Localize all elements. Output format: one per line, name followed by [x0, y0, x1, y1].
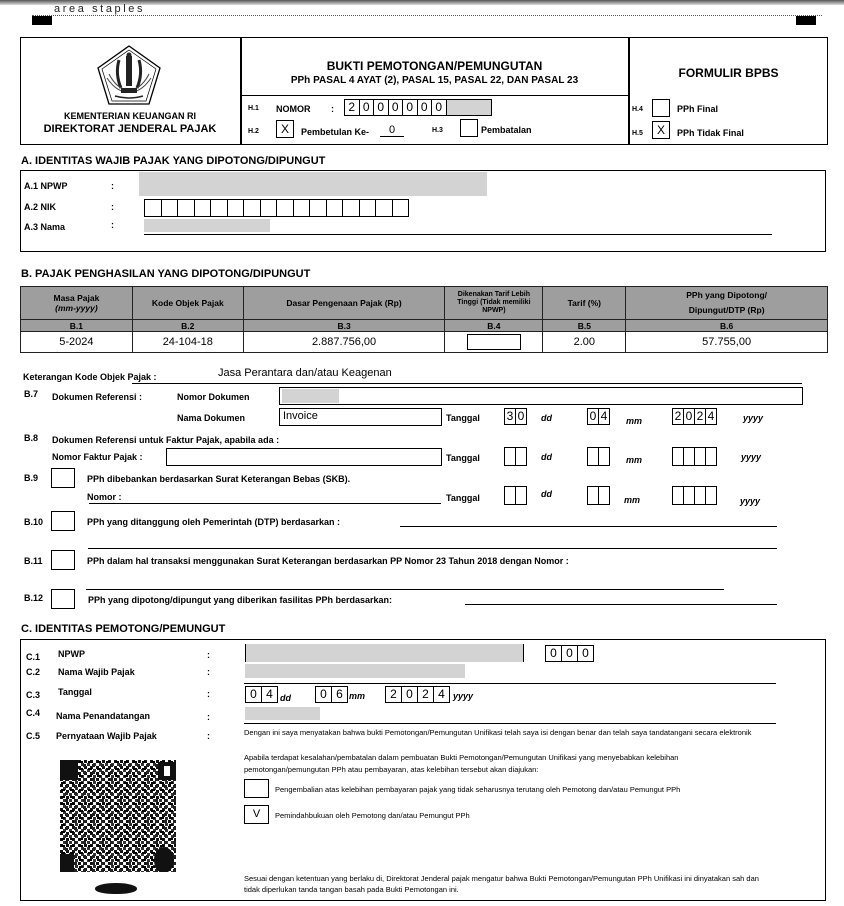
c3-yyyy-cells — [385, 686, 450, 703]
npwp-suffix-cell: 0 — [545, 645, 562, 662]
table-code-row — [21, 320, 828, 332]
pembetulan-value: 0 — [380, 124, 404, 137]
c3-mm-cells — [315, 686, 348, 703]
staple-mark-right — [796, 16, 816, 25]
qr-code-icon — [60, 760, 176, 872]
b12-code: B.12 — [24, 593, 44, 603]
nomor-dokumen-label: Nomor Dokumen — [177, 392, 250, 402]
h5-code: H.5 — [632, 130, 643, 137]
date-cell — [598, 447, 610, 466]
b8-yyyy-cells — [672, 447, 717, 466]
keterangan-label: Keterangan Kode Objek Pajak : — [23, 372, 157, 382]
nik-cell — [227, 199, 245, 217]
nik-cell — [309, 199, 327, 217]
masa-pajak-value: 5-2024 — [21, 332, 133, 353]
pph-final-checkbox[interactable] — [652, 99, 670, 117]
djp-logo-icon — [95, 44, 163, 106]
date-cell — [515, 447, 527, 466]
code-b2: B.2 — [132, 320, 243, 332]
pemindahbukuan-checkbox[interactable]: V — [244, 805, 269, 824]
pernyataan-text: Dengan ini saya menyatakan bahwa bukti Pemotongan/Pemungutan Unifikasi telah saya isi dengan benar dan telah saya tandatangani secara elektronik — [244, 728, 752, 737]
nik-cell — [342, 199, 360, 217]
c3-mm-unit: mm — [349, 691, 366, 701]
skb-nomor-label: Nomor : — [87, 492, 122, 502]
nik-cell — [375, 199, 393, 217]
c3-dd-cells — [245, 686, 278, 703]
section-a-title: A. IDENTITAS WAJIB PAJAK YANG DIPOTONG/DIPUNGUT — [21, 155, 326, 167]
redaction-blob — [95, 883, 137, 894]
date-cell: 2 — [694, 408, 706, 425]
table-header-row — [21, 287, 828, 320]
c1-label: NPWP — [58, 649, 85, 659]
header-divider-2 — [628, 37, 630, 145]
c3-colon: : — [207, 689, 210, 699]
nik-cell — [243, 199, 261, 217]
th-kode-objek: Kode Objek Pajak — [132, 287, 243, 320]
nomor-digit: 0 — [373, 99, 389, 116]
pembetulan-checkbox[interactable]: X — [276, 120, 294, 138]
form-code-name: FORMULIR BPBS — [678, 66, 779, 80]
form-subtitle: PPh PASAL 4 AYAT (2), PASAL 15, PASAL 22, DAN PASAL 23 — [290, 75, 579, 86]
nama-underline — [144, 234, 772, 235]
h2-code: H.2 — [248, 128, 259, 135]
staples-dotted-line — [32, 15, 822, 16]
tax-table — [20, 286, 828, 353]
pembetulan-label: Pembetulan Ke- — [301, 127, 370, 137]
b7-tanggal-label: Tanggal — [446, 413, 480, 423]
c2-code: C.2 — [26, 667, 41, 677]
b9-label: PPh dibebankan berdasarkan Surat Keterangan Bebas (SKB). — [87, 474, 351, 484]
dtp-line-1[interactable] — [400, 526, 777, 527]
dtp-line-2[interactable] — [88, 548, 777, 549]
c3-code: C.3 — [26, 690, 41, 700]
b8-dd-cells — [504, 447, 527, 466]
b7-yyyy-unit: yyyy — [743, 413, 764, 423]
b12-label: PPh yang dipotong/dipungut yang diberikan fasilitas PPh berdasarkan: — [88, 595, 393, 605]
b7-dd-unit: dd — [541, 413, 552, 423]
b7-dd-cells — [504, 408, 527, 425]
date-cell: 2 — [672, 408, 684, 425]
nomor-dokumen-redacted — [282, 389, 339, 403]
b11-label: PPh dalam hal transaksi menggunakan Surat Keterangan berdasarkan PP Nomor 23 Tahun 2018 dengan Nomor : — [87, 556, 569, 566]
pph-tidak-final-checkbox[interactable]: X — [652, 121, 670, 139]
nama-dokumen-input[interactable]: Invoice — [279, 408, 442, 426]
pemotong-npwp-redacted — [245, 644, 524, 662]
npwp-suffix-cells — [545, 645, 594, 662]
nomor-digit: 0 — [417, 99, 433, 116]
a3-colon: : — [111, 220, 114, 230]
pph-value: 57.755,00 — [626, 332, 828, 353]
nik-cell — [177, 199, 195, 217]
fasilitas-line[interactable] — [465, 604, 777, 605]
pemotong-nama-redacted — [245, 664, 465, 678]
b8-code: B.8 — [24, 433, 39, 443]
pengembalian-label: Pengembalian atas kelebihan pembayaran pajak yang tidak seharusnya terutang oleh Pemotong dan/atau Pemungut PPh — [275, 785, 681, 794]
nik-cell — [161, 199, 179, 217]
dpp-value: 2.887.756,00 — [243, 332, 445, 353]
date-cell: 0 — [587, 408, 599, 425]
nik-cell — [326, 199, 344, 217]
b10-code: B.10 — [24, 517, 44, 527]
b9-yyyy-cells — [672, 486, 717, 505]
h1-code: H.1 — [248, 105, 259, 112]
nomor-digit: 2 — [344, 99, 360, 116]
code-b5: B.5 — [543, 320, 626, 332]
b8-label: Dokumen Referensi untuk Faktur Pajak, apabila ada : — [52, 435, 280, 445]
c3-yyyy-unit: yyyy — [453, 691, 474, 701]
nomor-faktur-input[interactable] — [166, 448, 442, 466]
section-c-title: C. IDENTITAS PEMOTONG/PEMUNGUT — [21, 623, 226, 635]
nik-cell — [210, 199, 228, 217]
nomor-label: NOMOR — [276, 104, 311, 114]
keterangan-value: Jasa Perantara dan/atau Keagenan — [218, 367, 392, 379]
th-tarif-lebih-tinggi: Dikenakan Tarif Lebih Tinggi (Tidak memiliki NPWP) — [445, 287, 543, 320]
nik-cell — [293, 199, 311, 217]
a2-colon: : — [111, 202, 114, 212]
date-cell: 3 — [504, 408, 516, 425]
nomor-digit: 0 — [388, 99, 404, 116]
header-divider-1 — [240, 37, 242, 145]
section-b-title: B. PAJAK PENGHASILAN YANG DIPOTONG/DIPUNGUT — [21, 268, 311, 280]
staples-area-label: area staples — [54, 3, 146, 15]
c4-colon: : — [207, 712, 210, 722]
nomor-dokumen-input[interactable] — [279, 387, 803, 405]
c4-underline — [244, 723, 776, 724]
code-b4: B.4 — [445, 320, 543, 332]
nik-cell — [194, 199, 212, 217]
c2-label: Nama Wajib Pajak — [58, 667, 135, 677]
a1-npwp-label: A.1 NPWP — [24, 181, 68, 191]
nik-cell — [260, 199, 278, 217]
form-title: BUKTI PEMOTONGAN/PEMUNGUTAN — [326, 59, 543, 73]
nomor-redacted — [446, 99, 492, 116]
b9-mm-unit: mm — [624, 495, 641, 505]
b8-mm-unit: mm — [626, 455, 643, 465]
tarif-lebih-tinggi-cell — [445, 332, 543, 353]
b8-tanggal-label: Tanggal — [446, 453, 480, 463]
pp23-checkbox[interactable] — [51, 550, 75, 570]
footer-legal-text: Sesuai dengan ketentuan yang berlaku di, Direktorat Jenderal pajak mengatur bahwa Bukti Pemotongan/Pemungutan PPh Unifikasi ini dinyatakan sah dan tidak diperlukan tanda tangan basah pada Bukti Pemotongan ini. — [244, 874, 759, 894]
skb-nomor-line[interactable] — [89, 503, 441, 504]
h3-code: H.3 — [432, 127, 443, 134]
pph-tidak-final-label: PPh Tidak Final — [677, 128, 744, 138]
pengembalian-checkbox[interactable] — [244, 779, 269, 798]
table-row — [21, 332, 828, 353]
fasilitas-checkbox[interactable] — [51, 589, 75, 609]
code-b3: B.3 — [243, 320, 445, 332]
date-cell: 4 — [705, 408, 717, 425]
nik-cell — [276, 199, 294, 217]
a3-nama-label: A.3 Nama — [24, 222, 66, 232]
date-cell: 2 — [417, 686, 434, 703]
c5-code: C.5 — [26, 731, 41, 741]
npwp-redacted — [139, 172, 487, 196]
staple-mark-left — [32, 16, 52, 25]
c5-colon: : — [207, 731, 210, 741]
code-b1: B.1 — [21, 320, 133, 332]
pembatalan-label: Pembatalan — [481, 125, 532, 135]
kelebihan-intro-text: Apabila terdapat kesalahan/pembatalan dalam pembuatan Bukti Pemotongan/Pemungutan Unifikasi yang menyebabkan kelebihan pemotongan/pemungutan PPh atau pembayaran, atas kelebihan tersebut akan diajukan: — [244, 753, 679, 774]
date-cell — [705, 447, 717, 466]
pph-final-label: PPh Final — [677, 104, 719, 114]
c1-code: C.1 — [26, 652, 41, 662]
date-cell: 4 — [261, 686, 278, 703]
th-masa-pajak: Masa Pajak (mm-yyyy) — [21, 287, 133, 320]
b9-tanggal-label: Tanggal — [446, 493, 480, 503]
c1-colon: : — [207, 650, 210, 660]
date-cell: 0 — [515, 408, 527, 425]
nik-cells — [144, 199, 409, 217]
date-cell: 0 — [683, 408, 695, 425]
c4-code: C.4 — [26, 708, 41, 718]
c3-label: Tanggal — [58, 687, 92, 697]
b9-mm-cells — [587, 486, 610, 505]
nik-cell — [144, 199, 162, 217]
pembatalan-checkbox[interactable] — [460, 119, 478, 137]
b7-code: B.7 — [24, 389, 39, 399]
a2-nik-label: A.2 NIK — [24, 202, 57, 212]
kode-objek-value: 24-104-18 — [132, 332, 243, 353]
nomor-digit: 0 — [359, 99, 375, 116]
b10-label: PPh yang ditanggung oleh Pemerintah (DTP) berdasarkan : — [87, 517, 341, 527]
header-divider-h — [240, 95, 628, 96]
b11-code: B.11 — [24, 556, 43, 566]
date-cell: 0 — [245, 686, 262, 703]
ministry-name: KEMENTERIAN KEUANGAN RI — [63, 111, 196, 121]
nomor-digit: 0 — [402, 99, 418, 116]
date-cell: 4 — [598, 408, 610, 425]
skb-checkbox[interactable] — [51, 468, 75, 488]
nomor-digit: 0 — [431, 99, 447, 116]
keterangan-underline — [132, 383, 802, 384]
b9-code: B.9 — [24, 473, 39, 483]
c3-dd-unit: dd — [280, 693, 291, 703]
nik-cell — [359, 199, 377, 217]
code-b6: B.6 — [626, 320, 828, 332]
b8-mm-cells — [587, 447, 610, 466]
nomor-faktur-label: Nomor Faktur Pajak : — [52, 452, 143, 462]
c2-colon: : — [207, 667, 210, 677]
th-dpp: Dasar Pengenaan Pajak (Rp) — [243, 287, 445, 320]
tarif-value: 2.00 — [543, 332, 626, 353]
tarif-lebih-tinggi-checkbox[interactable] — [467, 334, 521, 350]
nomor-colon: : — [331, 104, 334, 114]
npwp-suffix-cell: 0 — [577, 645, 594, 662]
date-cell — [515, 486, 527, 505]
dtp-checkbox[interactable] — [51, 511, 75, 531]
date-cell: 2 — [385, 686, 402, 703]
b9-dd-unit: dd — [541, 489, 552, 499]
date-cell — [705, 486, 717, 505]
c4-label: Nama Penandatangan — [56, 711, 151, 721]
b8-yyyy-unit: yyyy — [741, 452, 762, 462]
b7-label: Dokumen Referensi : — [52, 392, 143, 402]
a1-colon: : — [111, 181, 114, 191]
b8-dd-unit: dd — [541, 452, 552, 462]
pemindahbukuan-label: Pemindahbukuan oleh Pemotong dan/atau Pemungut PPh — [275, 811, 470, 820]
date-cell: 6 — [331, 686, 348, 703]
th-tarif: Tarif (%) — [543, 287, 626, 320]
nomor-digits — [344, 99, 492, 116]
nama-dokumen-label: Nama Dokumen — [177, 413, 246, 423]
nama-redacted — [144, 219, 270, 232]
npwp-suffix-cell: 0 — [561, 645, 578, 662]
b9-dd-cells — [504, 486, 527, 505]
pp23-line[interactable] — [86, 589, 724, 590]
date-cell: 0 — [401, 686, 418, 703]
date-cell — [598, 486, 610, 505]
th-pph: PPh yang Dipotong/ Dipungut/DTP (Rp) — [626, 287, 828, 320]
h4-code: H.4 — [632, 106, 643, 113]
b7-mm-unit: mm — [626, 416, 643, 426]
b7-yyyy-cells — [672, 408, 717, 425]
b9-yyyy-unit: yyyy — [740, 496, 761, 506]
penandatangan-redacted — [245, 707, 320, 720]
date-cell: 0 — [315, 686, 332, 703]
directorate-name: DIREKTORAT JENDERAL PAJAK — [43, 123, 217, 135]
c5-label: Pernyataan Wajib Pajak — [56, 731, 157, 741]
date-cell: 4 — [433, 686, 450, 703]
c2-underline — [244, 683, 776, 684]
nik-cell — [392, 199, 410, 217]
b7-mm-cells — [587, 408, 610, 425]
